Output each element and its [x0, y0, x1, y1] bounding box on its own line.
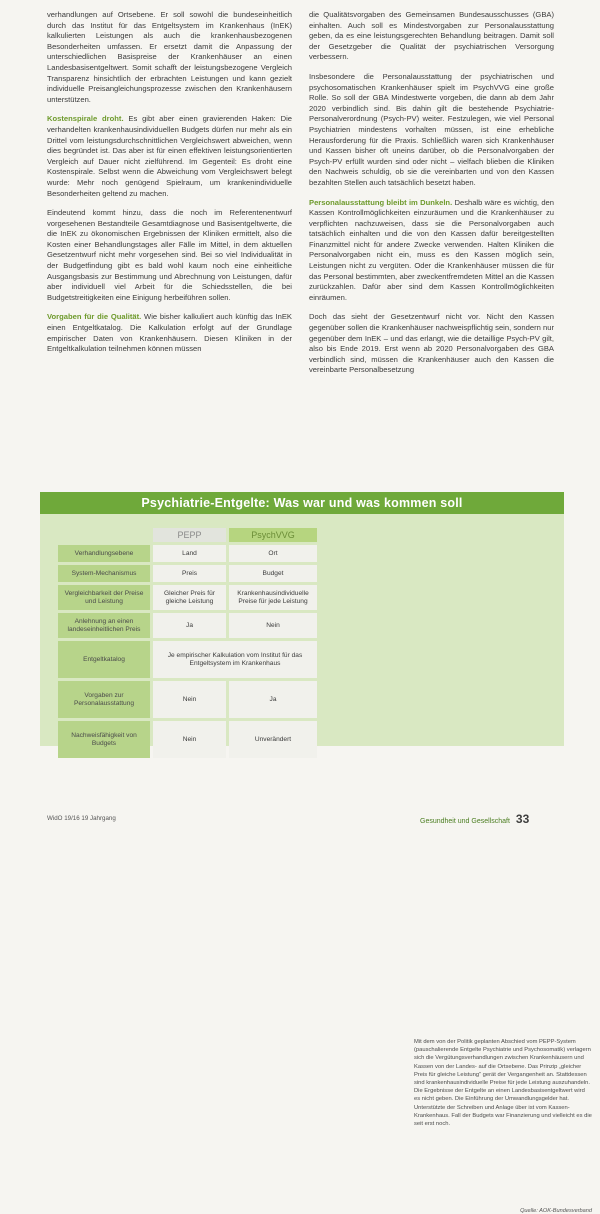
table-row [58, 681, 317, 718]
article-paragraph: Personalausstattung bleibt im Dunkeln. Deshalb wäre es wichtig, den Kassen Kontrollmöglichkeiten einzuräumen und die Krankenhäuser zu verpflichten nachzuweisen, dass sie die Personalvorgaben auch tatsächlich einhalten und die von den Kassen dafür bereitgestellten Finanzmittel nicht für andere Zwecke verwenden. Halten Kliniken die Personalvorgaben nicht ein, muss es den Kassen möglich sein, Leistungen nicht zu vergüten. Oder die Krankenhäuser müssen die für das Personal bestimmten, aber zweckentfremdeten Mittel an die Kassen zurückzahlen. Dafür aber sind dem Kassen Kontrollmöglichkeiten einräumen. [309, 197, 554, 302]
table-row [58, 545, 317, 562]
article-paragraph: Kostenspirale droht. Es gibt aber einen gravierenden Haken: Die verhandelten krankenhausindividuellen Budgets dürfen nur mehr als ein Drittel vom leistungsdurchschnittlichen Vergleichswert abweichen, wenn dies begründet ist. Das aber ist für einen effektiven leistungsorientierten Vergleich auf Dauer nicht zielführend. Im Gegenteil: Es droht eine Kostenspirale. Selbst wenn die Abweichung vom Vergleichswert belegt wurde: Mehr noch genügend Spielraum, um krankenindividuelle Besonderheiten geltend zu machen. [47, 114, 293, 198]
info-box-source: Quelle: AOK-Bundesverband [520, 1208, 592, 1214]
header-empty [58, 528, 150, 542]
cell-pepp: Preis [153, 565, 226, 582]
table-header-row [58, 528, 317, 542]
cell-psychvvg: Ja [229, 681, 317, 718]
article-paragraph: verhandlungen auf Ortsebene. Er soll sowohl die bundeseinheitlich durch das Institut für das Entgeltsystem im Krankenhaus (InEK) kalkulierten Leistungen als auch die krankenhausbezogenen Besonderheiten umfassen. Er ersetzt damit die Anpassung der unterschiedlichen Basispreise der Krankenhäuser an einen Landesbasisentgeltwert. Somit schafft der leistungsbezogene Vergleich Transparenz hinsichtlich der erbrachten Leistungen und kann gezielt individuelle Preisangleichungsprozesse zwischen den Krankenhäusern unterstützen. [47, 10, 292, 104]
article-paragraph: Doch das sieht der Gesetzentwurf nicht vor. Nicht den Kassen gegenüber sollen die Krankenhäuser nachweispflichtig sein, sondern nur gegenüber dem InEK – und das erlangt, wie die detaillige Psych-PV gilt, also bis Ende 2019. Erst wenn ab 2020 Personalvorgaben des GBA verbindlich sind, müssen die Krankenhäuser auch den Kassen die vereinbarte Personalbesetzung [309, 312, 554, 375]
article-column-right [309, 10, 554, 385]
table-row [58, 613, 317, 638]
table-row [58, 585, 317, 610]
cell-pepp: Nein [153, 681, 226, 718]
comparison-table [55, 525, 320, 761]
footer-issue: WidO 19/16 19 Jahrgang [47, 815, 116, 822]
row-label: System-Mechanismus [58, 565, 150, 582]
table-row [58, 721, 317, 758]
cell-psychvvg: Unverändert [229, 721, 317, 758]
cell-pepp: Gleicher Preis für gleiche Leistung [153, 585, 226, 610]
cell-both: Je empirischer Kalkulation vom Institut für das Entgeltsystem im Krankenhaus [153, 641, 317, 678]
header-psychvvg: PsychVVG [229, 528, 317, 542]
article-paragraph: Eindeutend kommt hinzu, dass die noch im Referentenentwurf vorgesehenen Bestandteile Gesamtdiagnose und Basisentgeltwerte, die die InEK zu ökonomischen Ergebnissen der Kliniken ermittelt, also die Kosten einer Behandlungstages aller Fälle im Mittel, in dem aktuellen Gesetzentwurf nicht mehr vorgesehen sind. Bei so viel Individualität in der Budgetfindung gibt es bald wohl kaum noch eine einheitliche Ausgangsbasis zur Bestimmung und Abrechnung von Leistungen, dafür aber individuell viel Arbeit für die Schiedsstellen, die bei Budgetstreitigkeiten eine Einigung herbeiführen sollen. [47, 208, 292, 302]
article-paragraph: die Qualitätsvorgaben des Gemeinsamen Bundesausschusses (GBA) einhalten. Auch soll es Mindestvorgaben zur Personalausstattung geben, da es eine leistungsgerechten Behandlung beitragen. Damit soll der Gesetzgeber die Qualität der psychiatrischen Versorgung verbessern. [309, 10, 554, 62]
footer-section-label: Gesundheit und Gesellschaft [420, 818, 510, 825]
row-label: Vorgaben zur Personalausstattung [58, 681, 150, 718]
cell-pepp: Ja [153, 613, 226, 638]
paragraph-lead: Vorgaben für die Qualität. [47, 312, 142, 322]
cell-psychvvg: Krankenhausindividuelle Preise für jede Leistung [229, 585, 317, 610]
cell-psychvvg: Nein [229, 613, 317, 638]
paragraph-lead: Kostenspirale droht. [47, 114, 124, 124]
cell-pepp: Nein [153, 721, 226, 758]
row-label: Anlehnung an einen landeseinheitlichen Preis [58, 613, 150, 638]
cell-pepp: Land [153, 545, 226, 562]
row-label: Vergleichbarkeit der Preise und Leistung [58, 585, 150, 610]
page-number: 33 [515, 812, 530, 826]
article-paragraph: Insbesondere die Personalausstattung der psychiatrischen und psychosomatischen Krankenhäuser spielt im PsychVVG eine große Rolle. So soll der GBA Mindestwerte vorgeben, die dann ab dem Jahr 2020 verbindlich sind. Bis dahin gilt die bestehende Psychiatrie-Personalverordnung (Psych-PV) weiter. Festzulegen, wie viel Personal Psychiatrien mindestens vorhalten müssen, ist eine erhebliche Herausforderung für die Praxis. Schließlich waren sich Krankenhäuser und Kassen bisher oft uneins darüber, ob die Personalvorgaben der Psych-PV erfüllt wurden sind oder nicht – vielfach blieben die Kliniken den Nachweis schuldig, ob sie die vereinbarten und von den Kassen bezahlten Stellen auch tatsächlich besetzt haben. [309, 71, 554, 187]
row-label: Nachweisfähigkeit von Budgets [58, 721, 150, 758]
article-column-left [47, 10, 292, 364]
table-row [58, 565, 317, 582]
info-box-description: Mit dem von der Politik geplanten Abschied vom PEPP-System (pauschalierende Entgelte Psychiatrie und Psychosomatik) verlagern sich die Vergütungsverhandlungen zwischen Krankenhäusern und Kassen von der Landes- auf die Ortsebene. Das Prinzip „gleicher Preis für gleiche Leistung“ gerät der Vergangenheit an. Stattdessen sind krankenhausindividuelle Preise für jede Leistung auszuhandeln. Die Ergebnisse der Entgelte an einen Landesbasisentgeltwert wird es nicht geben. Die Einführung der Umwandlungsgelder hat. Unterstützte der Schreiben und Anlage über ist vom Kassen-Krankenhaus. Fall der Budgets war Finanzierung und vielleicht es die seit erst noch. [414, 1039, 592, 1128]
row-label: Entgeltkatalog [58, 641, 150, 678]
header-pepp: PEPP [153, 528, 226, 542]
cell-psychvvg: Ort [229, 545, 317, 562]
info-box-title: Psychiatrie-Entgelte: Was war und was kommen soll [40, 492, 564, 514]
table-row [58, 641, 317, 678]
row-label: Verhandlungsebene [58, 545, 150, 562]
footer-section [420, 812, 529, 826]
article-paragraph: Vorgaben für die Qualität. Wie bisher kalkuliert auch künftig das InEK einen Entgeltkatalog. Die Kalkulation erfolgt auf der Grundlage empirischer Daten von Krankenhäusern. Diesen Kliniken in der Entgeltkalkulation teilnehmen können müssen [47, 312, 292, 354]
paragraph-lead: Personalausstattung bleibt im Dunkeln. [309, 197, 453, 207]
cell-psychvvg: Budget [229, 565, 317, 582]
